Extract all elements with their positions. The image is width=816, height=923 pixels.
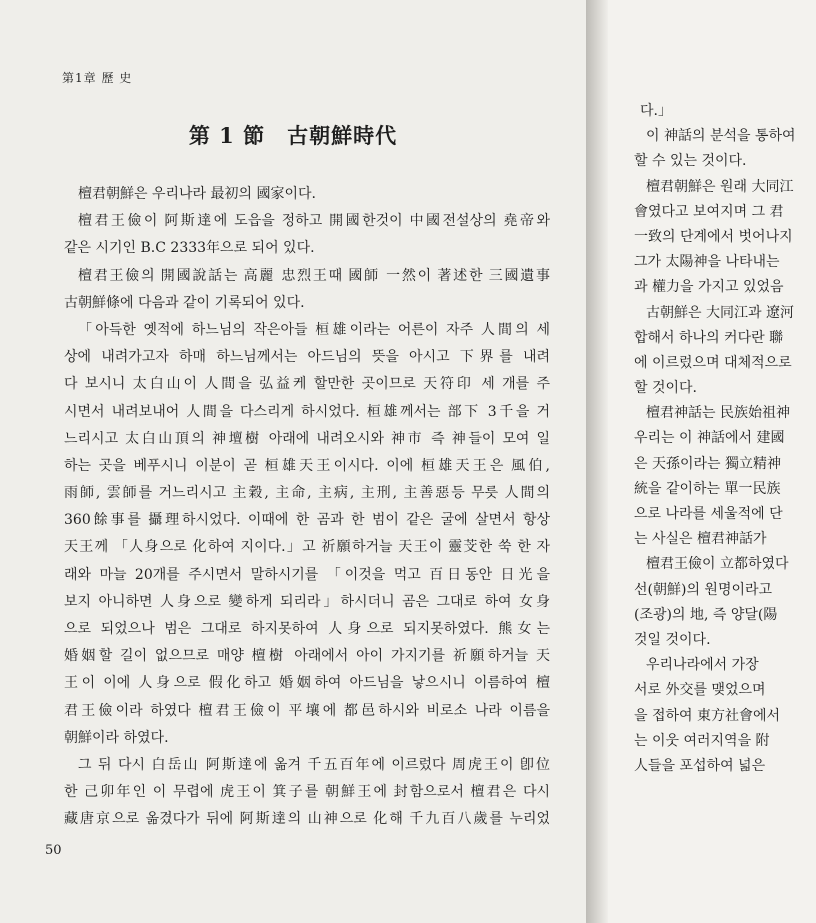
text-line: 으로 되었으나 범은 그대로 하지못하여 人身으로 되지못하였다. 熊女는 bbox=[64, 621, 550, 637]
text-line: 雨師, 雲師를 거느리시고 主穀, 主命, 主病, 主刑, 主善惡등 무릇 人間의 bbox=[64, 485, 550, 502]
text-line: 래와 마늘 20개를 주시면서 말하시기를 「이것을 먹고 百日동안 日光을 bbox=[64, 566, 550, 583]
text-line: 이 神話의 분석을 통하여 bbox=[646, 128, 796, 145]
book-gutter bbox=[586, 0, 608, 923]
text-line: 합해서 하나의 커다란 聯 bbox=[634, 329, 784, 346]
text-line: 으로 나라를 세울적에 단 bbox=[634, 506, 783, 522]
text-line: 古朝鮮條에 다음과 같이 기록되어 있다. bbox=[64, 294, 305, 311]
text-line: 會였다고 보여지며 그 君 bbox=[634, 203, 784, 220]
text-line: 을 접하여 東方社會에서 bbox=[634, 707, 781, 724]
section-title: 第 1 節 古朝鮮時代 bbox=[188, 123, 398, 148]
text-line: 선(朝鮮)의 원명이라고 bbox=[634, 581, 773, 598]
right-page bbox=[608, 0, 816, 923]
text-line: 統을 같이하는 單一民族 bbox=[634, 480, 781, 497]
text-line: 檀君朝鮮은 우리나라 最初의 國家이다. bbox=[78, 186, 316, 202]
text-line: 「아득한 옛적에 하느님의 작은아들 桓雄이라는 어른이 자주 人間의 세 bbox=[78, 321, 550, 338]
text-line: 하는 곳을 베푸시니 이분이 곧 桓雄天王이시다. 이에 桓雄天王은 風伯, bbox=[64, 457, 550, 474]
left-body-text bbox=[64, 181, 550, 834]
page-number: 50 bbox=[45, 843, 62, 858]
text-line: 檀君朝鮮은 원래 大同江 bbox=[646, 178, 794, 195]
text-line: 서로 外交를 맺었으며 bbox=[634, 682, 766, 699]
text-line: 우리는 이 神話에서 建國 bbox=[634, 430, 785, 447]
text-line: 것일 것이다. bbox=[634, 631, 711, 648]
text-line: 과 權力을 가지고 있었음 bbox=[634, 279, 784, 296]
text-line: 한 己卯年인 이 무렵에 虎王이 箕子를 朝鮮王에 封함으로서 檀君은 다시 bbox=[64, 784, 550, 801]
text-line: 할 것이다. bbox=[634, 380, 697, 397]
text-line: 다.」 bbox=[640, 103, 672, 119]
text-line: 360餘事를 攝理하시었다. 이때에 한 곰과 한 범이 같은 굴에 살면서 항상 bbox=[64, 512, 550, 529]
text-line: 우리나라에서 가장 bbox=[646, 657, 759, 674]
text-line: 같은 시기인 B.C 2333年으로 되어 있다. bbox=[64, 240, 315, 257]
right-body-text bbox=[634, 99, 816, 779]
text-line: 古朝鮮은 大同江과 遼河 bbox=[646, 304, 794, 321]
text-line: 人들을 포섭하여 넓은 bbox=[634, 757, 766, 774]
text-line: 一致의 단계에서 벗어나지 bbox=[634, 228, 793, 245]
text-line: 보지 아니하면 人身으로 變하게 되리라」하시더니 곰은 그대로 하여 女身 bbox=[64, 593, 550, 610]
text-line: 藏唐京으로 옮겼다가 뒤에 阿斯達의 山神으로 化해 千九百八歲를 누리었 bbox=[64, 811, 550, 828]
text-line: 은 天孫이라는 獨立精神 bbox=[634, 455, 781, 472]
text-line: 檀君王儉이 阿斯達에 도읍을 정하고 開國한것이 中國전설상의 堯帝와 bbox=[78, 213, 550, 230]
text-line: 는 이웃 여러지역을 附 bbox=[634, 732, 770, 749]
text-line: 그 뒤 다시 白岳山 阿斯達에 옮겨 千五百年에 이르렀다 周虎王이 卽位 bbox=[78, 756, 550, 773]
text-line: 는 사실은 檀君神話가 bbox=[634, 531, 767, 548]
running-head: 第1章 歷 史 bbox=[62, 71, 133, 85]
text-line: 朝鮮이라 하였다. bbox=[64, 729, 169, 746]
text-line: 에 이르렀으며 대체적으로 bbox=[634, 354, 792, 371]
text-line: 天王께 「人身으로 化하여 지이다.」고 祈願하거늘 天王이 靈芠한 쑥 한 자 bbox=[64, 539, 550, 556]
text-line: 그가 太陽神을 나타내는 bbox=[634, 254, 780, 271]
text-line: 느리시고 太白山頂의 神壇樹 아래에 내려오시와 神市 즉 神들이 모여 일 bbox=[64, 430, 550, 447]
text-line: 檀君王儉이 立都하였다 bbox=[646, 556, 789, 573]
text-line: 婚姻할 길이 없으므로 매양 檀樹 아래에서 아이 가지기를 祈願하거늘 天 bbox=[64, 648, 550, 665]
text-line: 상에 내려가고자 하매 하느님께서는 아드님의 뜻을 아시고 下界를 내려 bbox=[64, 349, 550, 366]
text-line: 다 보시니 太白山이 人間을 弘益케 할만한 곳이므로 天符印 세 개를 주 bbox=[64, 376, 550, 393]
text-line: 王이 이에 人身으로 假化하고 婚姻하여 아드님을 낳으시니 이름하여 檀 bbox=[64, 675, 550, 692]
text-line: 檀君王儉의 開國說話는 高麗 忠烈王때 國師 一然이 著述한 三國遺事 bbox=[78, 267, 550, 284]
text-line: 君王儉이라 하였다 檀君王儉이 平壤에 都邑하시와 비로소 나라 이름을 bbox=[64, 702, 550, 719]
text-line: 시면서 내려보내어 人間을 다스리게 하시었다. 桓雄께서는 部下 3千을 거 bbox=[64, 403, 550, 420]
text-line: 할 수 있는 것이다. bbox=[634, 153, 747, 170]
text-line: (조광)의 地, 즉 양달(陽 bbox=[634, 606, 778, 623]
text-line: 檀君神話는 民族始祖神 bbox=[646, 405, 790, 422]
